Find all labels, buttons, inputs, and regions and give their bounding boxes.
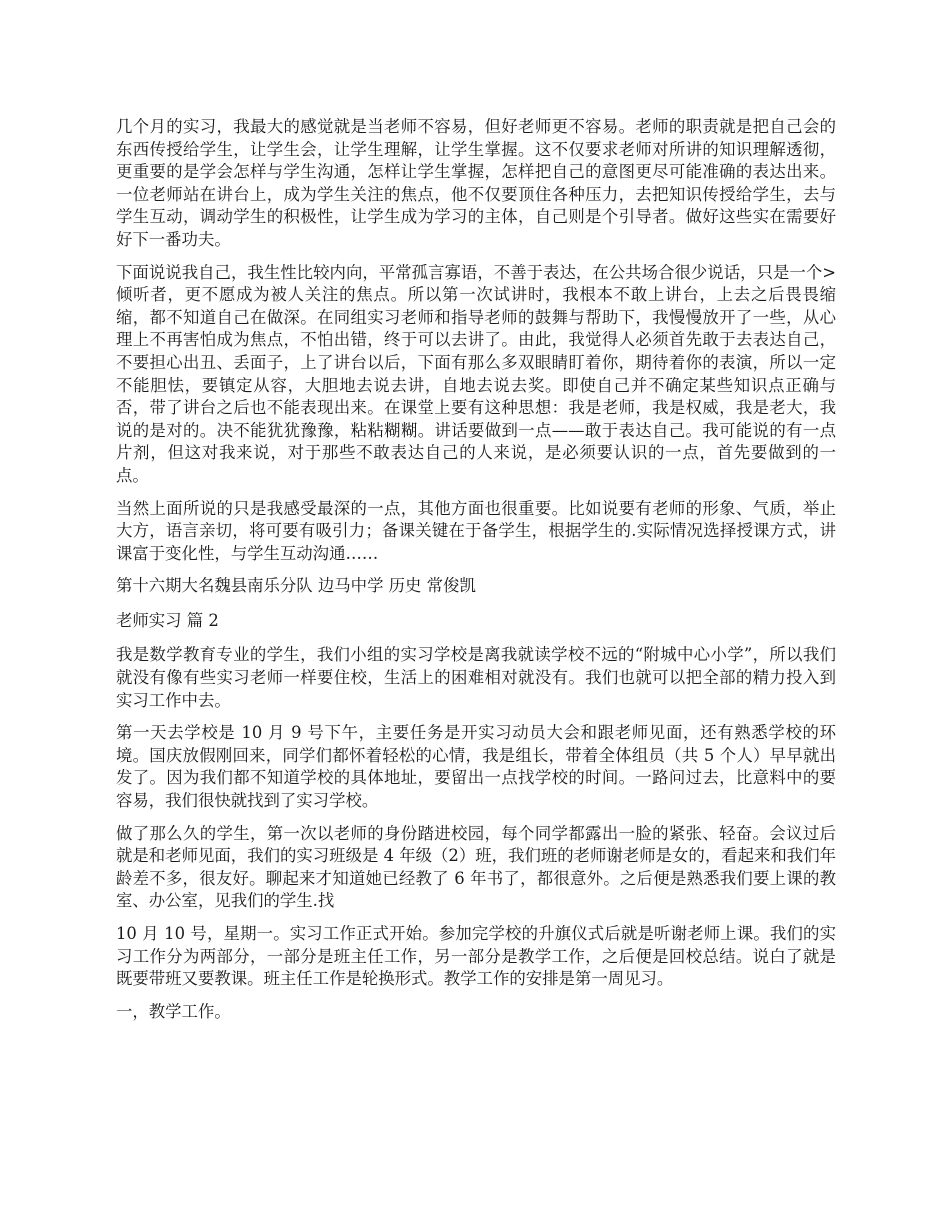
paragraph-other-aspects: 当然上面所说的只是我感受最深的一点，其他方面也很重要。比如说要有老师的形象、气质，举止大方，语言亲切，将可要有吸引力；备课关键在于备学生，根据学生的.实际情况选择授课方式，讲课富于变化性，与学生互动沟通…… xyxy=(116,498,836,563)
author-signature: 第十六期大名魏县南乐分队 边马中学 历史 常俊凯 xyxy=(116,576,476,596)
paragraph-meeting: 做了那么久的学生，第一次以老师的身份踏进校园，每个同学都露出一脸的紧张、轻奋。会议过后就是和老师见面，我们的实习班级是 4 年级（2）班，我们班的老师谢老师是女的，看起来和我们年龄差不多，很友好。聊起来才知道她已经教了 6 年书了，都很意外。之后便是熟悉我们要上课的教室、办公室，见我们的学生.找 xyxy=(116,823,836,911)
paragraph-self: 下面说说我自己，我生性比较内向，平常孤言寡语，不善于表达，在公共场合很少说话，只是一个>倾听者，更不愿成为被人关注的焦点。所以第一次试讲时，我根本不敢上讲台，上去之后畏畏缩缩，都不知道自己在做深。在同组实习老师和指导老师的鼓舞与帮助下，我慢慢放开了一些，从心理上不再害怕成为焦点，不怕出错，终于可以去讲了。由此，我觉得人必须首先敢于去表达自己，不要担心出丑、丢面子，上了讲台以后，下面有那么多双眼睛盯着你，期待着你的表演，所以一定不能胆怯，要镇定从容，大胆地去说去讲，自地去说去奖。即使自己并不确定某些知识点正确与否，带了讲台之后也不能表现出来。在课堂上要有这种思想：我是老师，我是权威，我是老大，我说的是对的。决不能犹犹豫豫，粘粘糊糊。讲话要做到一点——敢于表达自己。我可能说的有一点片剂，但这对我来说，对于那些不敢表达自己的人来说，是必须要认识的一点，首先要做到的一点。 xyxy=(116,262,836,485)
paragraph-oct-10: 10 月 10 号，星期一。实习工作正式开始。参加完学校的升旗仪式后就是听谢老师上课。我们的实习工作分为两部分，一部分是班主任工作，另一部分是教学工作，之后便是回校总结。说白了就是既要带班又要教课。班主任工作是轮换形式。教学工作的安排是第一周见习。 xyxy=(116,924,836,989)
paragraph-first-day: 第一天去学校是 10 月 9 号下午，主要任务是开实习动员大会和跟老师见面，还有熟悉学校的环境。国庆放假刚回来，同学们都怀着轻松的心情，我是组长，带着全体组员（共 5 个人）早早就出发了。因为我们都不知道学校的具体地址，要留出一点找学校的时间。一路问过去，比意料中的要容易，我们很快就找到了实习学校。 xyxy=(116,723,836,811)
paragraph-intro: 几个月的实习，我最大的感觉就是当老师不容易，但好老师更不容易。老师的职责就是把自己会的东西传授给学生，让学生会，让学生理解，让学生掌握。这不仅要求老师对所讲的知识理解透彻，更重要的是学会怎样与学生沟通，怎样让学生掌握，怎样把自己的意图更尽可能准确的表达出来。一位老师站在讲台上，成为学生关注的焦点，他不仅要顶住各种压力，去把知识传授给学生，去与学生互动，调动学生的积极性，让学生成为学习的主体，自己则是个引导者。做好这些实在需要好好下一番功夫。 xyxy=(116,117,836,249)
section-heading: 老师实习 篇 2 xyxy=(116,610,219,630)
subheading-teaching-work: 一，教学工作。 xyxy=(116,1001,231,1021)
paragraph-school: 我是数学教育专业的学生，我们小组的实习学校是离我就读学校不远的“附城中心小学”，所以我们就没有像有些实习老师一样要住校，生活上的困难相对就没有。我们也就可以把全部的精力投入到实习工作中去。 xyxy=(116,645,836,710)
